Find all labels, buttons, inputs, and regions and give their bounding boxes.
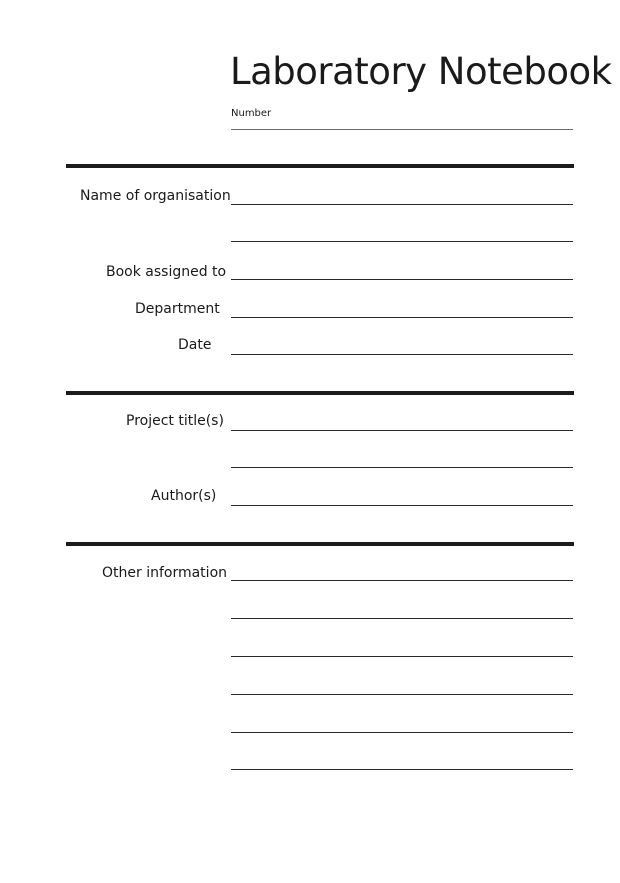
project-title-label: Project title(s)	[126, 413, 224, 429]
department-label: Department	[135, 301, 220, 317]
assigned-field-line[interactable]	[231, 279, 573, 280]
number-field-line[interactable]	[231, 129, 573, 130]
authors-field-line[interactable]	[231, 505, 573, 506]
number-label: Number	[231, 108, 272, 119]
other-information-field-line-2[interactable]	[231, 618, 573, 619]
organisation-field-line-1[interactable]	[231, 204, 573, 205]
assigned-label: Book assigned to	[106, 264, 227, 280]
section-divider-3	[66, 542, 574, 546]
organisation-field-line-2[interactable]	[231, 241, 573, 242]
authors-label: Author(s)	[151, 488, 217, 504]
other-information-field-line-4[interactable]	[231, 694, 573, 695]
organisation-label: Name of organisation	[80, 188, 231, 204]
date-label: Date	[178, 337, 212, 353]
project-title-field-line-1[interactable]	[231, 430, 573, 431]
section-divider-2	[66, 391, 574, 395]
date-field-line[interactable]	[231, 354, 573, 355]
other-information-label: Other information	[102, 565, 228, 581]
department-field-line[interactable]	[231, 317, 573, 318]
section-divider-1	[66, 164, 574, 168]
other-information-field-line-6[interactable]	[231, 769, 573, 770]
other-information-field-line-1[interactable]	[231, 580, 573, 581]
page-title: Laboratory Notebook	[230, 50, 612, 93]
other-information-field-line-3[interactable]	[231, 656, 573, 657]
project-title-field-line-2[interactable]	[231, 467, 573, 468]
other-information-field-line-5[interactable]	[231, 732, 573, 733]
